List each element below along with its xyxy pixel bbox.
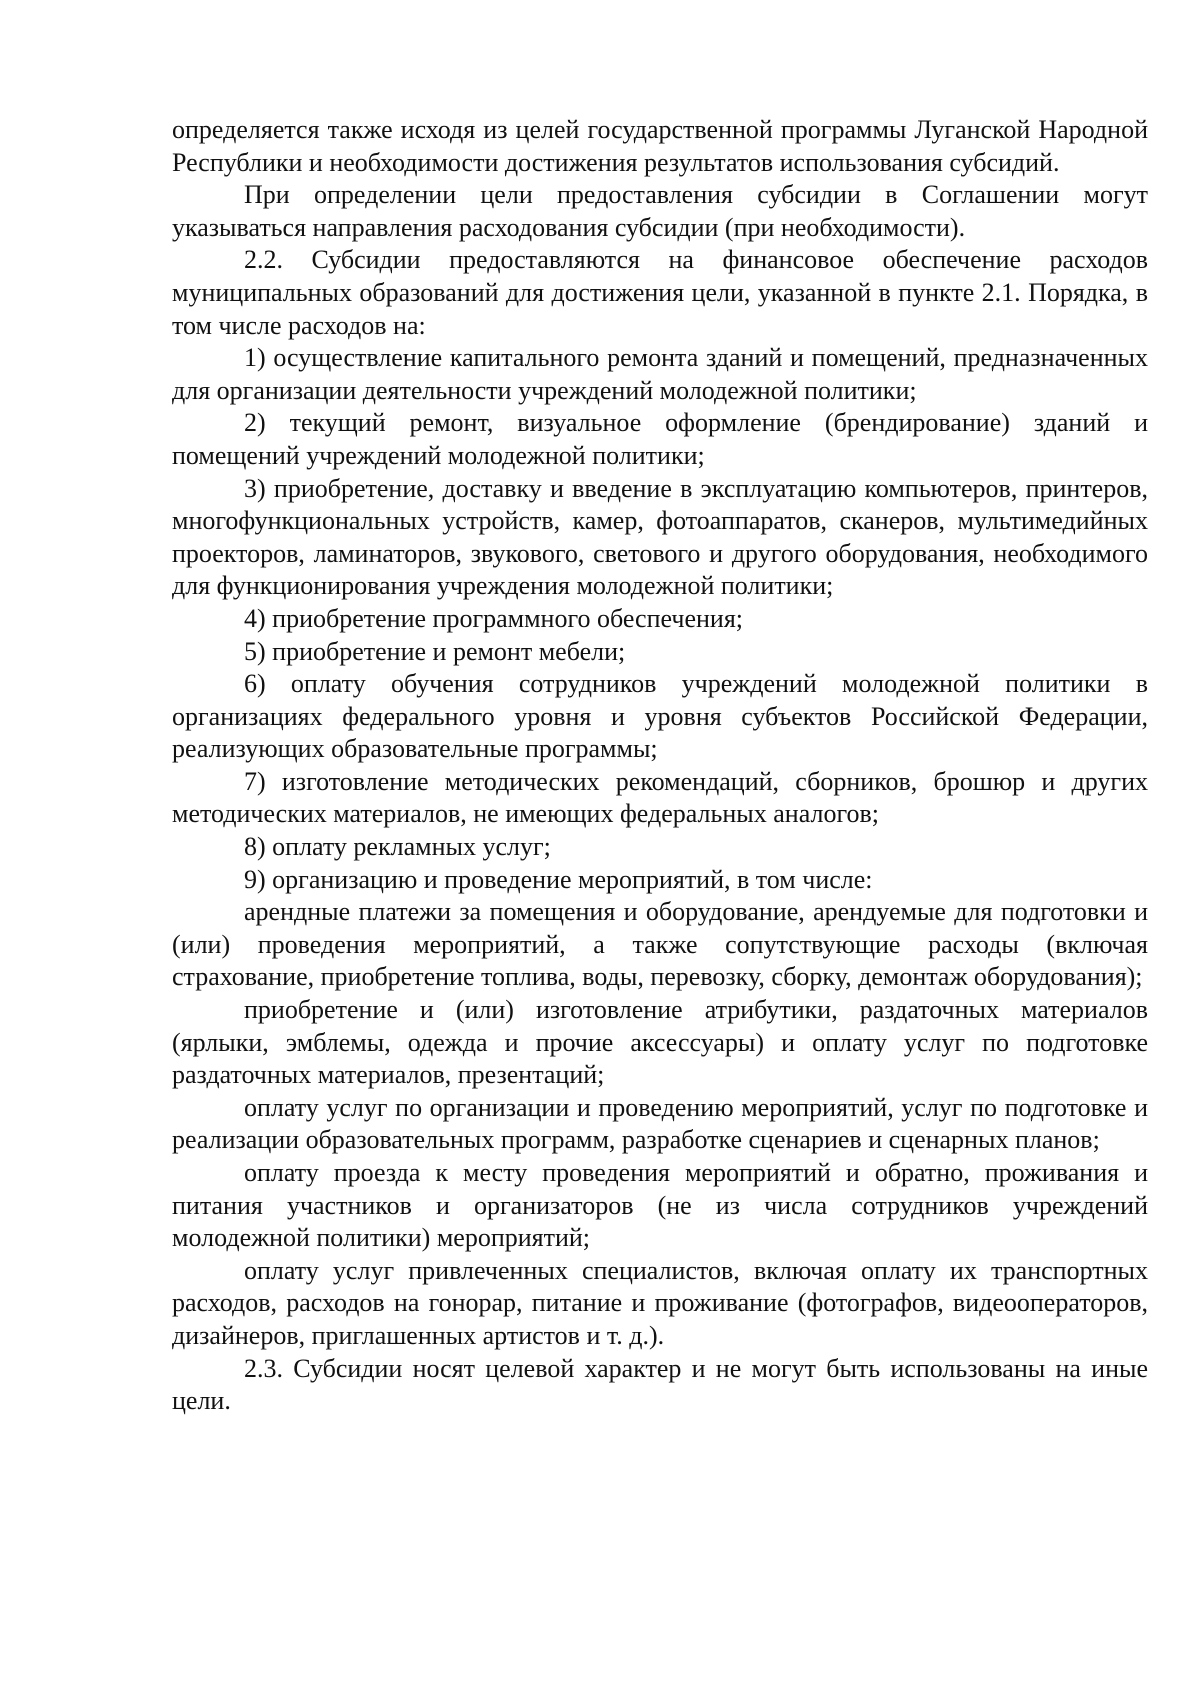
- list-item-4: 4) приобретение программного обеспечения;: [244, 603, 744, 633]
- document-page: [172, 114, 1148, 1418]
- sub-item-travel: оплату проезда к месту проведения мероприятий и обратно, проживания и питания участников и организаторов (не из числа сотрудников учреждений молодежной политики) мероприятий;: [172, 1158, 1148, 1253]
- sub-item-specialists: оплату услуг привлеченных специалистов, включая оплату их транспортных расходов, расходов на гонорар, питание и проживание (фотографов, видеооператоров, дизайнеров, приглашенных артистов и т. д.).: [172, 1255, 1148, 1350]
- list-item-5: 5) приобретение и ремонт мебели;: [244, 636, 626, 666]
- list-item-1: 1) осуществление капитального ремонта зданий и помещений, предназначенных для организации деятельности учреждений молодежной политики;: [172, 343, 1148, 405]
- list-item-9: 9) организацию и проведение мероприятий, в том числе:: [244, 864, 873, 894]
- list-item-2: 2) текущий ремонт, визуальное оформление (брендирование) зданий и помещений учреждений молодежной политики;: [172, 408, 1148, 470]
- sub-item-attributes: приобретение и (или) изготовление атрибутики, раздаточных материалов (ярлыки, эмблемы, одежда и прочие аксессуары) и оплату услуг по подготовке раздаточных материалов, презентаций;: [172, 995, 1148, 1090]
- sub-item-rent: арендные платежи за помещения и оборудование, арендуемые для подготовки и (или) проведения мероприятий, а также сопутствующие расходы (включая страхование, приобретение топлива, воды, перевозку, сборку, демонтаж оборудования);: [172, 897, 1148, 992]
- list-item-3: 3) приобретение, доставку и введение в эксплуатацию компьютеров, принтеров, многофункциональных устройств, камер, фотоаппаратов, сканеров, мультимедийных проекторов, ламинаторов, звукового, светового и другого оборудования, необходимого для функционирования учреждения молодежной политики;: [172, 473, 1148, 601]
- list-item-6: 6) оплату обучения сотрудников учреждений молодежной политики в организациях федерального уровня и уровня субъектов Российской Федерации, реализующих образовательные программы;: [172, 669, 1148, 764]
- sub-item-event-services: оплату услуг по организации и проведению мероприятий, услуг по подготовке и реализации образовательных программ, разработке сценариев и сценарных планов;: [172, 1092, 1148, 1155]
- list-item-7: 7) изготовление методических рекомендаций, сборников, брошюр и других методических материалов, не имеющих федеральных аналогов;: [172, 766, 1148, 829]
- paragraph-goal-definition: При определении цели предоставления субсидии в Соглашении могут указываться направления расходования субсидии (при необходимости).: [172, 180, 1148, 242]
- paragraph-2-3: 2.3. Субсидии носят целевой характер и не могут быть использованы на иные цели.: [172, 1353, 1148, 1416]
- paragraph-2-2: 2.2. Субсидии предоставляются на финансовое обеспечение расходов муниципальных образований для достижения цели, указанной в пункте 2.1. Порядка, в том числе расходов на:: [172, 245, 1148, 340]
- list-item-8: 8) оплату рекламных услуг;: [244, 832, 551, 862]
- paragraph-continuation: определяется также исходя из целей государственной программы Луганской Народной Республики и необходимости достижения результатов использования субсидий.: [172, 115, 1148, 177]
